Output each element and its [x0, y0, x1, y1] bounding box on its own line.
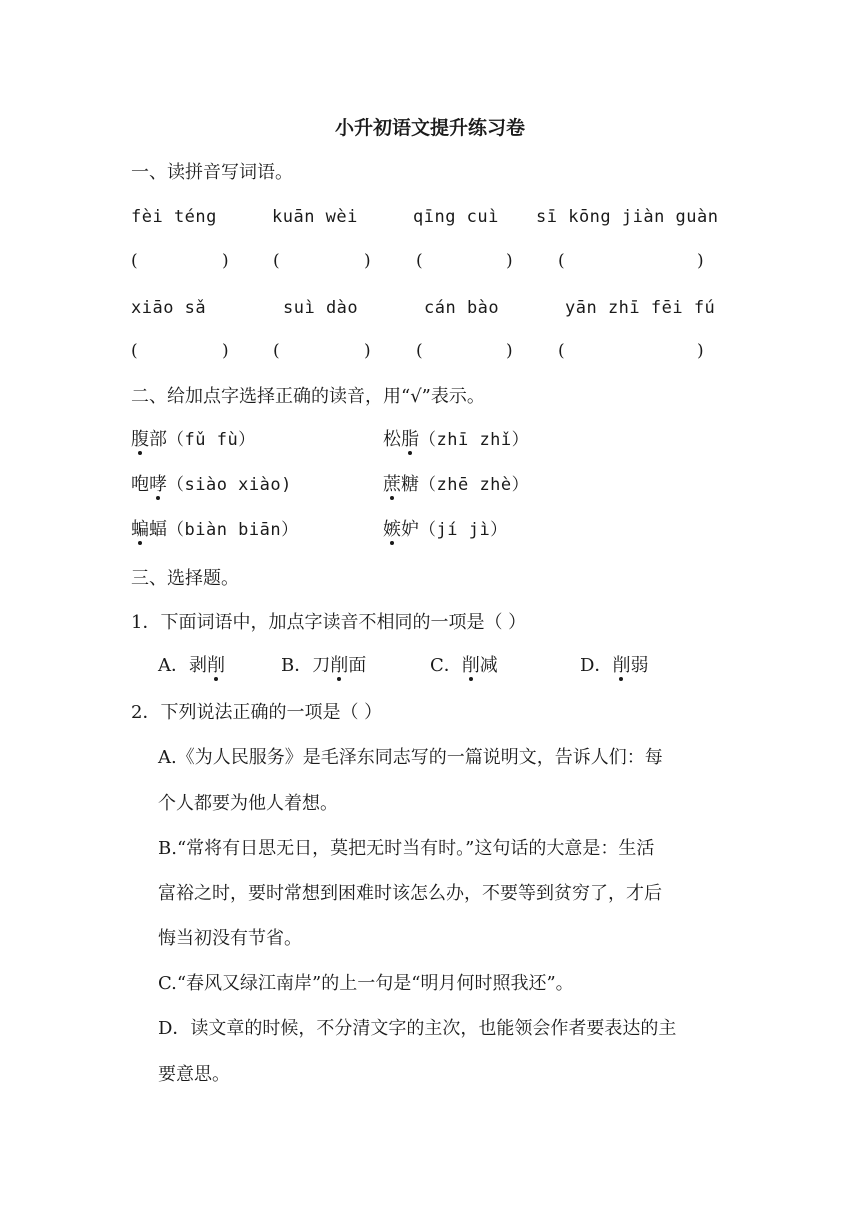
pronunciation-item-6: 嫉妒（jí jì）	[383, 519, 508, 540]
answer-blank-3-open: (	[416, 251, 423, 271]
answer-blank-3-close: )	[506, 251, 513, 271]
section-1-heading: 一、读拼音写词语。	[131, 162, 293, 183]
answer-blank-4-open: (	[558, 251, 565, 271]
pronunciation-item-5: 蝙蝠（biàn biān）	[131, 519, 299, 540]
pronunciation-item-1: 腹部（fǔ fù）	[131, 429, 256, 450]
dotted-char: 削	[612, 655, 631, 676]
pinyin-1: fèi téng	[131, 207, 217, 227]
page-title: 小升初语文提升练习卷	[334, 117, 525, 139]
dotted-char: 削	[330, 655, 349, 676]
question-2-line: 要意思。	[158, 1064, 230, 1085]
question-2-line: C.“春风又绿江南岸”的上一句是“明月何时照我还”。	[158, 973, 574, 994]
pinyin-7: cán bào	[424, 298, 500, 318]
answer-blank-2-close: )	[364, 251, 371, 271]
pinyin-5: xiāo sǎ	[131, 298, 207, 318]
question-1-stem: 1．下面词语中，加点字读音不相同的一项是（ ）	[131, 612, 527, 633]
dotted-char: 脂	[401, 429, 419, 450]
pinyin-4: sī kōng jiàn guàn	[536, 207, 719, 227]
answer-blank-1-close: )	[222, 251, 229, 271]
dotted-char: 哮	[149, 474, 167, 495]
dotted-char: 嫉	[383, 519, 401, 540]
question-2-line: 悔当初没有节省。	[158, 928, 302, 949]
dotted-char: 削	[461, 655, 480, 676]
pronunciation-item-2: 松脂（zhī zhǐ）	[383, 429, 530, 450]
question-2-line: D．读文章的时候，不分清文字的主次，也能领会作者要表达的主	[158, 1018, 677, 1039]
dotted-char: 削	[207, 655, 225, 676]
answer-blank-1-open: (	[131, 251, 138, 271]
question-2-line: B.“常将有日思无日，莫把无时当有时。”这句话的大意是：生活	[158, 838, 655, 859]
section-2-heading: 二、给加点字选择正确的读音，用“√”表示。	[131, 386, 485, 407]
answer-blank-5-close: )	[222, 341, 229, 361]
answer-blank-6-open: (	[273, 341, 280, 361]
dotted-char: 腹	[131, 429, 149, 450]
question-2-line: 个人都要为他人着想。	[158, 793, 338, 814]
question-2-line: A.《为人民服务》是毛泽东同志写的一篇说明文，告诉人们：每	[158, 747, 663, 768]
answer-blank-7-open: (	[416, 341, 423, 361]
answer-blank-5-open: (	[131, 341, 138, 361]
question-2-stem: 2．下列说法正确的一项是（ ）	[131, 702, 383, 723]
dotted-char: 蝙	[131, 519, 149, 540]
pronunciation-item-4: 蔗糖（zhē zhè）	[383, 474, 530, 495]
answer-blank-8-open: (	[558, 341, 565, 361]
pinyin-8: yān zhī fēi fú	[565, 298, 716, 318]
question-1-option-c: C．削减	[430, 655, 498, 676]
question-2-line: 富裕之时，要时常想到困难时该怎么办，不要等到贫穷了，才后	[158, 883, 662, 904]
question-1-option-d: D．削弱	[580, 655, 649, 676]
pinyin-2: kuān wèi	[272, 207, 358, 227]
answer-blank-7-close: )	[506, 341, 513, 361]
answer-blank-2-open: (	[273, 251, 280, 271]
question-1-option-b: B．刀削面	[281, 655, 367, 676]
answer-blank-4-close: )	[697, 251, 704, 271]
pinyin-3: qīng cuì	[413, 207, 499, 227]
section-3-heading: 三、选择题。	[131, 568, 239, 589]
question-1-option-a: A．剥削	[158, 655, 225, 676]
answer-blank-6-close: )	[364, 341, 371, 361]
dotted-char: 蔗	[383, 474, 401, 495]
answer-blank-8-close: )	[697, 341, 704, 361]
pinyin-6: suì dào	[283, 298, 359, 318]
pronunciation-item-3: 咆哮（siào xiào)	[131, 474, 292, 495]
